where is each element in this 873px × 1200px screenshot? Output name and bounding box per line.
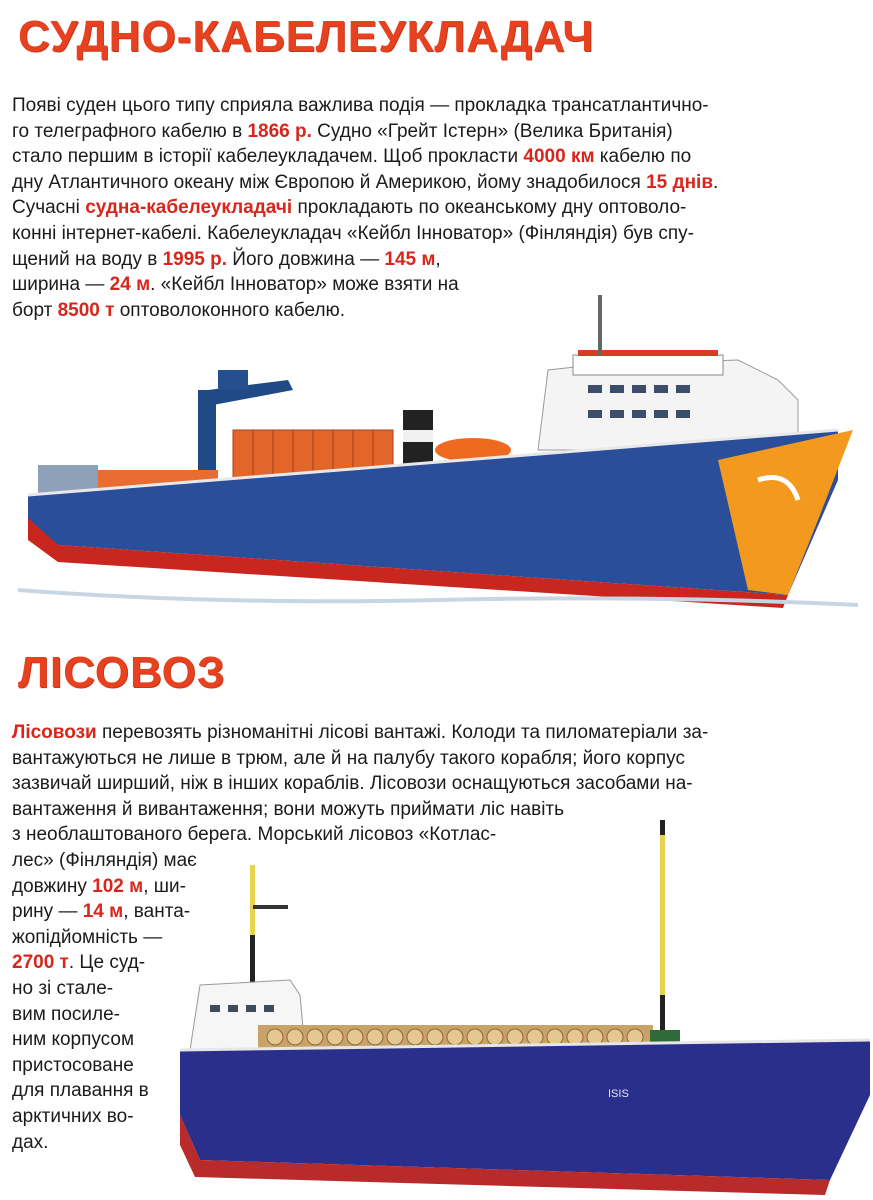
text-line xyxy=(12,771,708,797)
text-run: вантажуються не лише в трюм, але й на палубу такого корабля; його корпус xyxy=(12,747,685,769)
text-run: жопідйомність — xyxy=(12,926,163,948)
highlighted-term: 14 м xyxy=(82,901,124,923)
text-run: прокладають по океанському дну оптоволо- xyxy=(292,197,687,219)
text-run: Його довжина — xyxy=(227,248,385,270)
text-run: конні інтернет-кабелі. Кабелеукладач «Кейбл Інноватор» (Фінляндія) був спу- xyxy=(12,222,694,244)
cable-layer-ship-image xyxy=(18,290,858,620)
section-title-cable-layer: СУДНО-КАБЕЛЕУКЛАДАЧ xyxy=(18,12,595,61)
text-run: , ши- xyxy=(143,875,186,897)
text-run: борт xyxy=(12,299,58,321)
text-line xyxy=(12,144,718,170)
highlighted-term: Лісовози xyxy=(12,722,97,743)
highlighted-term: 15 днів xyxy=(646,171,714,193)
text-run: дну Атлантичного океану між Європою й Америкою, йому знадобилося xyxy=(12,171,647,193)
highlighted-term: 102 м xyxy=(92,875,144,897)
text-run: щений на воду в xyxy=(12,248,163,270)
text-line xyxy=(12,746,708,772)
text-run: Появі суден цього типу сприяла важлива подія — прокладка трансатлантично- xyxy=(12,95,709,116)
highlighted-term: 4000 км xyxy=(523,146,595,168)
text-line xyxy=(12,119,718,145)
section-title-timber-carrier: ЛІСОВОЗ xyxy=(18,648,226,697)
timber-carrier-ship-image xyxy=(180,815,873,1200)
highlighted-term: 1866 р. xyxy=(247,120,312,142)
text-run: довжину xyxy=(12,875,93,897)
text-run: перевозять різноманітні лісові вантажі. Колоди та пиломатеріали за- xyxy=(96,722,709,743)
text-run: , ванта- xyxy=(123,901,191,923)
text-run: . Це суд- xyxy=(68,952,146,974)
text-run: стало першим в історії кабелеукладачем. Щоб прокласти xyxy=(12,146,524,168)
text-run: . xyxy=(713,171,719,193)
highlighted-term: 2700 т xyxy=(12,952,69,974)
text-run: Сучасні xyxy=(12,197,86,219)
highlighted-term: судна-кабелеукладачі xyxy=(85,197,293,219)
text-run: з необлаштованого берега. Морський лісовоз «Котлас- xyxy=(12,824,497,846)
highlighted-term: 24 м xyxy=(109,274,151,296)
highlighted-term: 145 м xyxy=(384,248,436,270)
text-line xyxy=(12,93,718,119)
text-run: . «Кейбл Інноватор» може взяти на xyxy=(150,274,459,296)
text-line xyxy=(12,720,708,746)
text-line xyxy=(12,170,718,196)
text-run: ним корпусом xyxy=(12,1029,135,1051)
text-run: кабелю по xyxy=(594,146,692,168)
ship-hull-name: ISIS xyxy=(608,1088,629,1100)
text-run: Судно «Грейт Істерн» (Велика Британія) xyxy=(311,120,673,142)
text-run: го телеграфного кабелю в xyxy=(12,120,248,142)
text-run: дах. xyxy=(12,1131,49,1153)
cable-layer-paragraph xyxy=(12,93,718,323)
text-run: арктичних во- xyxy=(12,1105,134,1127)
text-run: пристосоване xyxy=(12,1054,134,1076)
text-run: ширина — xyxy=(12,274,110,296)
text-line xyxy=(12,195,718,221)
text-run: оптоволоконного кабелю. xyxy=(114,299,346,321)
text-run: для плавання в xyxy=(12,1080,149,1102)
highlighted-term: 1995 р. xyxy=(162,248,228,270)
text-run: лес» (Фінляндія) має xyxy=(12,849,197,871)
text-run: зазвичай ширший, ніж в інших кораблів. Лісовози оснащуються засобами на- xyxy=(12,773,693,795)
text-line xyxy=(12,221,718,247)
highlighted-term: 8500 т xyxy=(57,299,115,321)
text-run: но зі стале- xyxy=(12,977,114,999)
text-run: рину — xyxy=(12,901,83,923)
text-run: , xyxy=(435,248,441,270)
text-run: вантаження й вивантаження; вони можуть приймати ліс навіть xyxy=(12,798,565,820)
text-line xyxy=(12,247,718,273)
text-run: вим посиле- xyxy=(12,1003,120,1025)
